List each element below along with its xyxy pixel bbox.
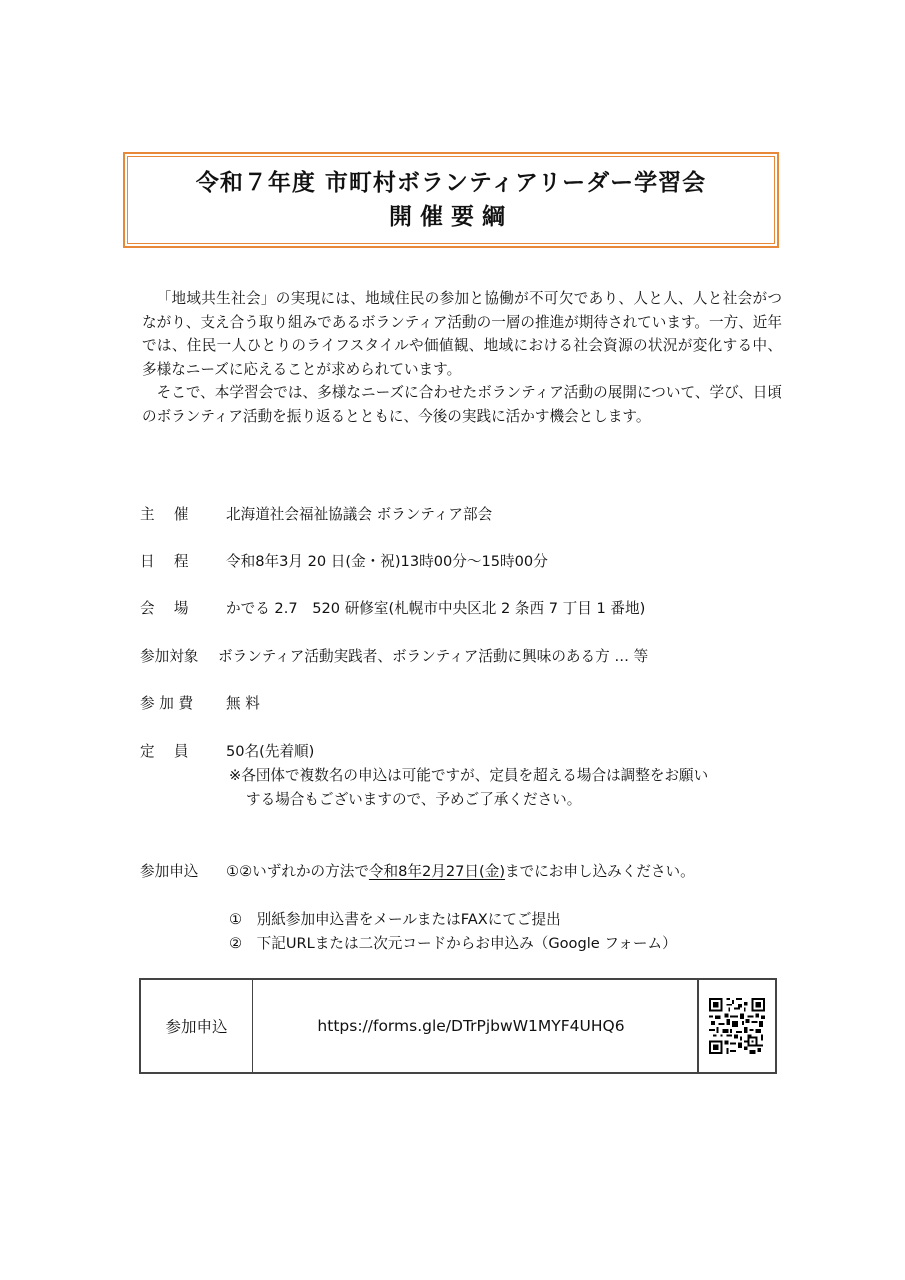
capacity-row: [140, 740, 314, 764]
application-table: [139, 978, 777, 1074]
title-box: [123, 152, 779, 248]
document-subtitle: 開催要綱: [389, 204, 513, 230]
schedule-label: 日 程: [140, 553, 189, 570]
intro-paragraph-1: 「地域共生社会」の実現には、地域住民の参加と協働が不可欠であり、人と人、人と社会がつながり、支え合う取り組みであるボランティア活動の一層の推進が期待されています。一方、近年では、住民一人ひとりのライフスタイルや価値観、地域における社会資源の状況が変化する中、多様なニーズに応えることが求められています。: [142, 290, 782, 378]
apply-suffix: までにお申し込みください。: [505, 863, 695, 880]
fee-label: 参 加 費: [140, 695, 194, 712]
schedule-row: [140, 550, 548, 574]
target-row: [140, 645, 648, 669]
venue-row: [140, 597, 645, 621]
host-value: 北海道社会福祉協議会 ボランティア部会: [226, 506, 493, 523]
capacity-note-line-1: ※各団体で複数名の申込は可能ですが、定員を超える場合は調整をお願い: [229, 767, 709, 784]
fee-value: 無 料: [226, 695, 260, 712]
host-label: 主 催: [140, 506, 189, 523]
schedule-value: 令和8年3月 20 日(金・祝)13時00分～15時00分: [226, 553, 548, 570]
capacity-label: 定 員: [140, 743, 189, 760]
intro-paragraph-2: そこで、本学習会では、多様なニーズに合わせたボランティア活動の展開について、学び、日頃のボランティア活動を振り返るとともに、今後の実践に活かす機会とします。: [142, 384, 782, 425]
apply-row: [140, 860, 695, 884]
target-value: ボランティア活動実践者、ボランティア活動に興味のある方 … 等: [218, 648, 649, 665]
capacity-note-line-2: する場合もございますので、予めご了承ください。: [246, 791, 582, 808]
host-row: [140, 503, 492, 527]
apply-method-2: ② 下記URLまたは二次元コードからお申込み（Google フォーム）: [229, 935, 677, 952]
fee-row: [140, 692, 260, 716]
venue-value: かでる 2.7 520 研修室(札幌市中央区北 2 条西 7 丁目 1 番地): [226, 600, 646, 617]
apply-prefix: ①②いずれかの方法で: [226, 863, 369, 880]
capacity-value: 50名(先着順): [226, 743, 315, 760]
apply-deadline: 令和8年2月27日(金): [368, 863, 506, 880]
qr-code-icon[interactable]: [699, 980, 775, 1072]
apply-label: 参加申込: [140, 863, 199, 880]
intro-section: [142, 287, 782, 428]
target-label: 参加対象: [140, 648, 199, 665]
apply-method-1: ① 別紙参加申込書をメールまたはFAXにてご提出: [229, 911, 561, 928]
application-url-link[interactable]: https://forms.gle/DTrPjbwW1MYF4UHQ6: [253, 980, 699, 1072]
venue-label: 会 場: [140, 600, 189, 617]
application-table-label: 参加申込: [141, 980, 253, 1072]
document-title: 令和７年度 市町村ボランティアリーダー学習会: [195, 170, 707, 196]
